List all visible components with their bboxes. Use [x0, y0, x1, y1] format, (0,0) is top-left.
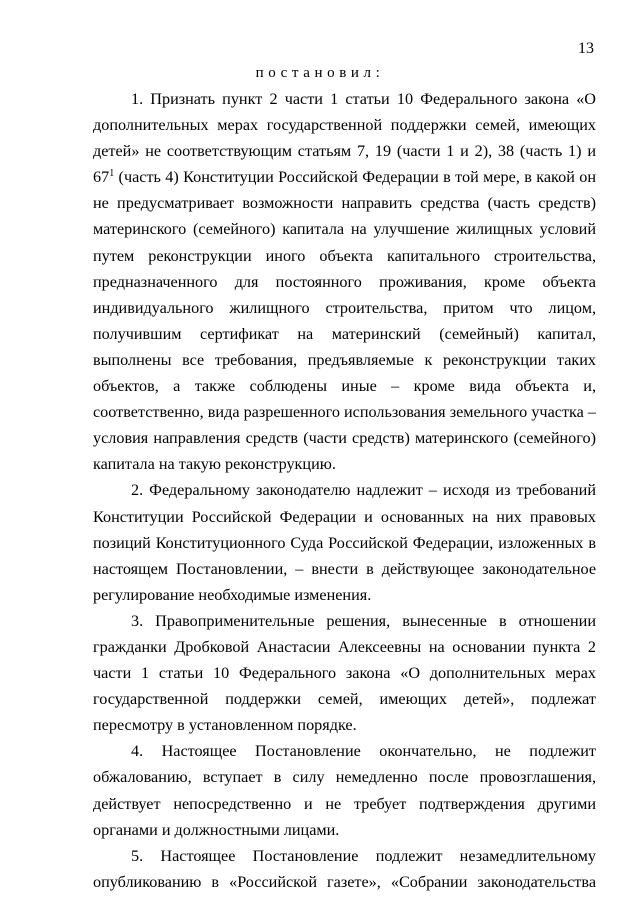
article-superscript: 1	[109, 168, 115, 180]
resolution-heading: постановил:	[255, 65, 385, 81]
document-body	[93, 86, 596, 895]
paragraph-1-text-start: 1. Признать пункт 2 части 1 статьи 10 Федерального закона «О дополнительных мерах государственной поддержки семей, имеющих детей» не соответствующим статьям 7, 19 (части 1 и 2), 38 (часть 1) и 67	[93, 90, 596, 187]
paragraph-2: 2. Федеральному законодателю надлежит – исходя из требований Конституции Российской Федерации и основанных на них правовых позиций Конституционного Суда Российской Федерации, изложенных в настоящем Постановлении, – внести в действующее законодательное регулирование необходимые изменения.	[93, 481, 596, 604]
paragraph-1-text-end: (часть 4) Конституции Российской Федерации в той мере, в какой он не предусматривает возможности направить средства (часть средств) материнского (семейного) капитала на улучшение жилищных условий путем реконструкции иного объекта капитального строительства, предназначенного для постоянного проживания, кроме объекта индивидуального жилищного строительства, притом что лицом, получившим сертификат на материнский (семейный) капитал, выполнены все требования, предъявляемые к реконструкции таких объектов, а также соблюдены иные – кроме вида объекта и, соответственно, вида разрешенного использования земельного участка – условия направления средств (части средств) материнского (семейного) капитала на такую реконструкцию.	[93, 168, 596, 474]
page-number: 13	[578, 40, 594, 57]
paragraph-1	[93, 86, 596, 477]
paragraph-4: 4. Настоящее Постановление окончательно, не подлежит обжалованию, вступает в силу немедленно после провозглашения, действует непосредственно и не требует подтверждения другими органами и должностными лицами.	[93, 742, 596, 839]
paragraph-3: 3. Правоприменительные решения, вынесенные в отношении гражданки Дробковой Анастасии Алексеевны на основании пункта 2 части 1 статьи 10 Федерального закона «О дополнительных мерах государственной поддержки семей, имеющих детей», подлежат пересмотру в установленном порядке.	[93, 611, 596, 735]
paragraph-5: 5. Настоящее Постановление подлежит незамедлительному опубликованию в «Российской газете», «Собрании законодательства	[93, 846, 596, 891]
